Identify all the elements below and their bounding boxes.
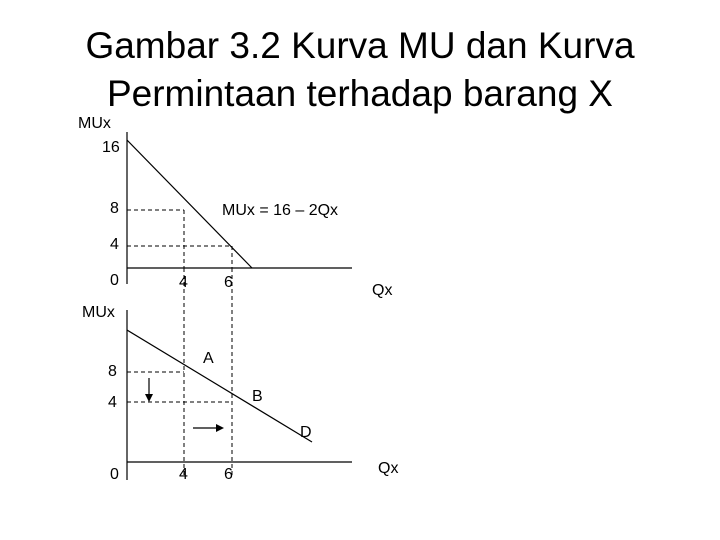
top-y-tick-4: 4 [110,236,119,253]
point-label-d: D [300,424,312,441]
bottom-x-tick-4: 4 [179,466,188,483]
top-x-axis-label: Qx [372,282,393,299]
point-label-a: A [203,350,214,367]
top-y-tick-8: 8 [110,200,119,217]
demand-curve [127,330,312,442]
bottom-y-tick-8: 8 [108,363,117,380]
bottom-x-axis-label: Qx [378,460,399,477]
bottom-y-tick-0: 0 [110,466,119,483]
page-title-line-1: Gambar 3.2 Kurva MU dan Kurva [85,25,635,66]
top-y-tick-16: 16 [102,139,120,156]
top-y-axis-label: MUx [78,115,111,132]
point-label-b: B [252,388,263,405]
bottom-y-tick-4: 4 [108,394,117,411]
mu-curve [127,140,252,268]
bottom-y-axis-label: MUx [82,304,115,321]
top-x-tick-6: 6 [224,274,233,291]
bottom-x-tick-6: 6 [224,466,233,483]
page-title-line-2: Permintaan terhadap barang X [106,73,613,114]
top-y-tick-0: 0 [110,272,119,289]
mu-curve-equation: MUx = 16 – 2Qx [222,202,339,219]
top-x-tick-4: 4 [179,274,188,291]
